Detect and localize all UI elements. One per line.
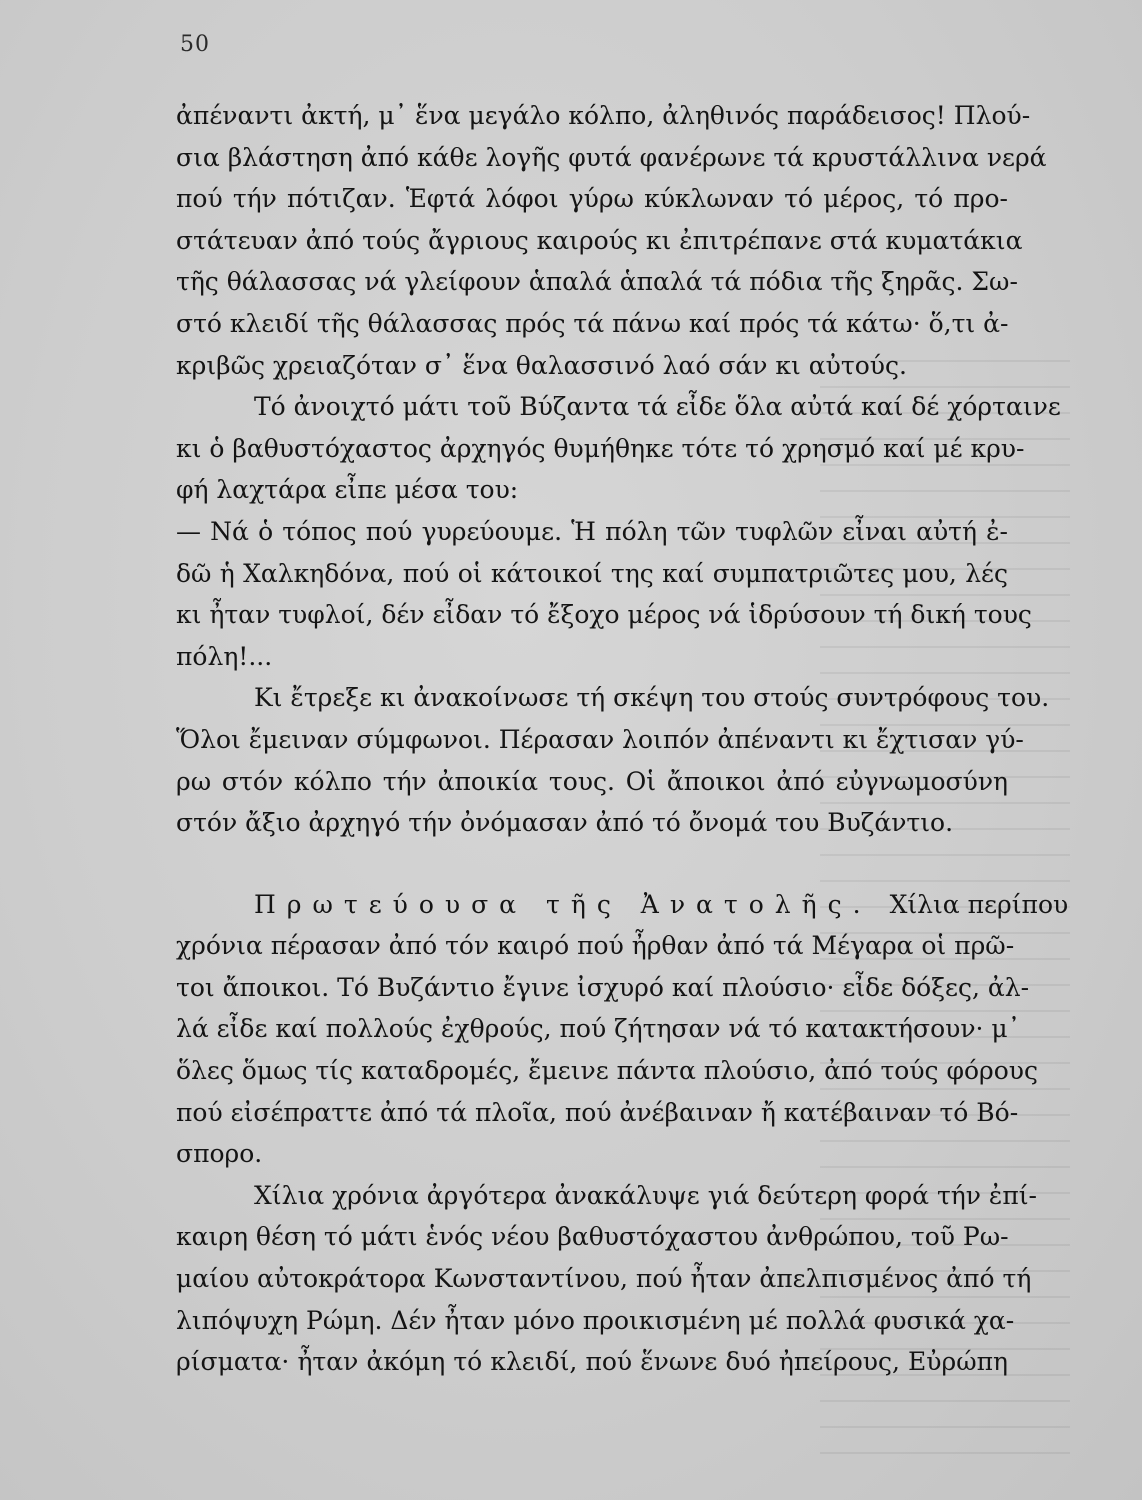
text-line: κι ἦταν τυφλοί, δέν εἶδαν τό ἔξοχο μέρος νά ἱδρύσουν τή δική τους	[176, 600, 1032, 630]
text-line: δῶ ἡ Χαλκηδόνα, πού οἱ κάτοικοί της καί συμπατριῶτες μου, λές	[176, 558, 1008, 588]
text-line: πόλη!...	[176, 641, 273, 671]
text-line: Ὅλοι ἔμειναν σύμφωνοι. Πέρασαν λοιπόν ἀπέναντι κι ἔχτισαν γύ-	[176, 724, 1024, 754]
text-line: κι ὁ βαθυστόχαστος ἀρχηγός θυμήθηκε τότε τό χρησμό καί μέ κρυ-	[176, 433, 1025, 463]
text-line: ρω στόν κόλπο τήν ἀποικία τους. Οἱ ἄποικοι ἀπό εὐγνωμοσύνη	[176, 766, 1008, 796]
text-line: πού τήν πότιζαν. Ἑφτά λόφοι γύρω κύκλωναν τό μέρος, τό προ-	[176, 184, 1008, 214]
text-line: σπορο.	[176, 1139, 263, 1169]
text-line: χρόνια πέρασαν ἀπό τόν καιρό πού ἦρθαν ἀπό τά Μέγαρα οἱ πρῶ-	[176, 931, 1015, 961]
text-line: ρίσματα· ἦταν ἀκόμη τό κλειδί, πού ἕνωνε δυό ἠπείρους, Εὐρώπη	[176, 1347, 1008, 1377]
text-line: καιρη θέση τό μάτι ἑνός νέου βαθυστόχαστου ἀνθρώπου, τοῦ Ρω-	[176, 1222, 1009, 1252]
text-line: λιπόψυχη Ρώμη. Δέν ἦταν μόνο προικισμένη μέ πολλά φυσικά χα-	[176, 1305, 1015, 1335]
text-line: ὅλες ὅμως τίς καταδρομές, ἔμεινε πάντα πλούσιο, ἀπό τούς φόρους	[176, 1056, 1038, 1086]
text-line: φή λαχτάρα εἶπε μέσα του:	[176, 475, 519, 505]
text-line: — Νά ὁ τόπος πού γυρεύουμε. Ἡ πόλη τῶν τυφλῶν εἶναι αὐτή ἐ-	[176, 516, 1008, 546]
text-line: ἀπέναντι ἀκτή, μ᾽ ἕνα μεγάλο κόλπο, ἀληθινός παράδεισος! Πλού-	[176, 101, 1031, 130]
text-line: Τό ἀνοιχτό μάτι τοῦ Βύζαντα τά εἶδε ὅλα αὐτά καί δέ χόρταινε	[254, 392, 1061, 422]
text-line: σια βλάστηση ἀπό κάθε λογῆς φυτά φανέρωνε τά κρυστάλλινα νερά	[176, 142, 1047, 172]
section-heading: Πρωτεύουσα τῆς Ἀνατολῆς.	[254, 889, 872, 919]
section-gap	[176, 844, 1008, 884]
text-line: στάτευαν ἀπό τούς ἄγριους καιρούς κι ἐπιτρέπανε στά κυματάκια	[176, 225, 1023, 255]
text-line: πού εἰσέπραττε ἀπό τά πλοῖα, πού ἀνέβαιναν ἤ κατέβαιναν τό Βό-	[176, 1097, 1019, 1127]
text-line: Κι ἔτρεξε κι ἀνακοίνωσε τή σκέψη του στούς συντρόφους του.	[254, 683, 1050, 713]
text-line: μαίου αὐτοκράτορα Κωνσταντίνου, πού ἦταν ἀπελπισμένος ἀπό τή	[176, 1264, 1032, 1294]
text-line: Χίλια περίπου	[889, 889, 1069, 919]
text-line: τοι ἄποικοι. Τό Βυζάντιο ἔγινε ἰσχυρό καί πλούσιο· εἶδε δόξες, ἀλ-	[176, 972, 1030, 1002]
section-heading-line	[176, 884, 1069, 926]
text-line: στό κλειδί τῆς θάλασσας πρός τά πάνω καί πρός τά κάτω· ὅ,τι ἀ-	[176, 308, 1009, 338]
page-number: 50	[180, 32, 210, 57]
text-line: τῆς θάλασσας νά γλείφουν ἁπαλά ἁπαλά τά πόδια τῆς ξηρᾶς. Σω-	[176, 267, 1018, 297]
text-line: κριβῶς χρειαζόταν σ᾽ ἕνα θαλασσινό λαό σάν κι αὐτούς.	[176, 350, 907, 380]
text-line: Χίλια χρόνια ἀργότερα ἀνακάλυψε γιά δεύτερη φορά τήν ἐπί-	[254, 1180, 1038, 1210]
text-line: στόν ἄξιο ἀρχηγό τήν ὀνόμασαν ἀπό τό ὄνομά του Βυζάντιο.	[176, 808, 954, 838]
text-line: λά εἶδε καί πολλούς ἐχθρούς, πού ζήτησαν νά τό κατακτήσουν· μ᾽	[176, 1014, 1021, 1044]
body-text	[176, 95, 1069, 1383]
